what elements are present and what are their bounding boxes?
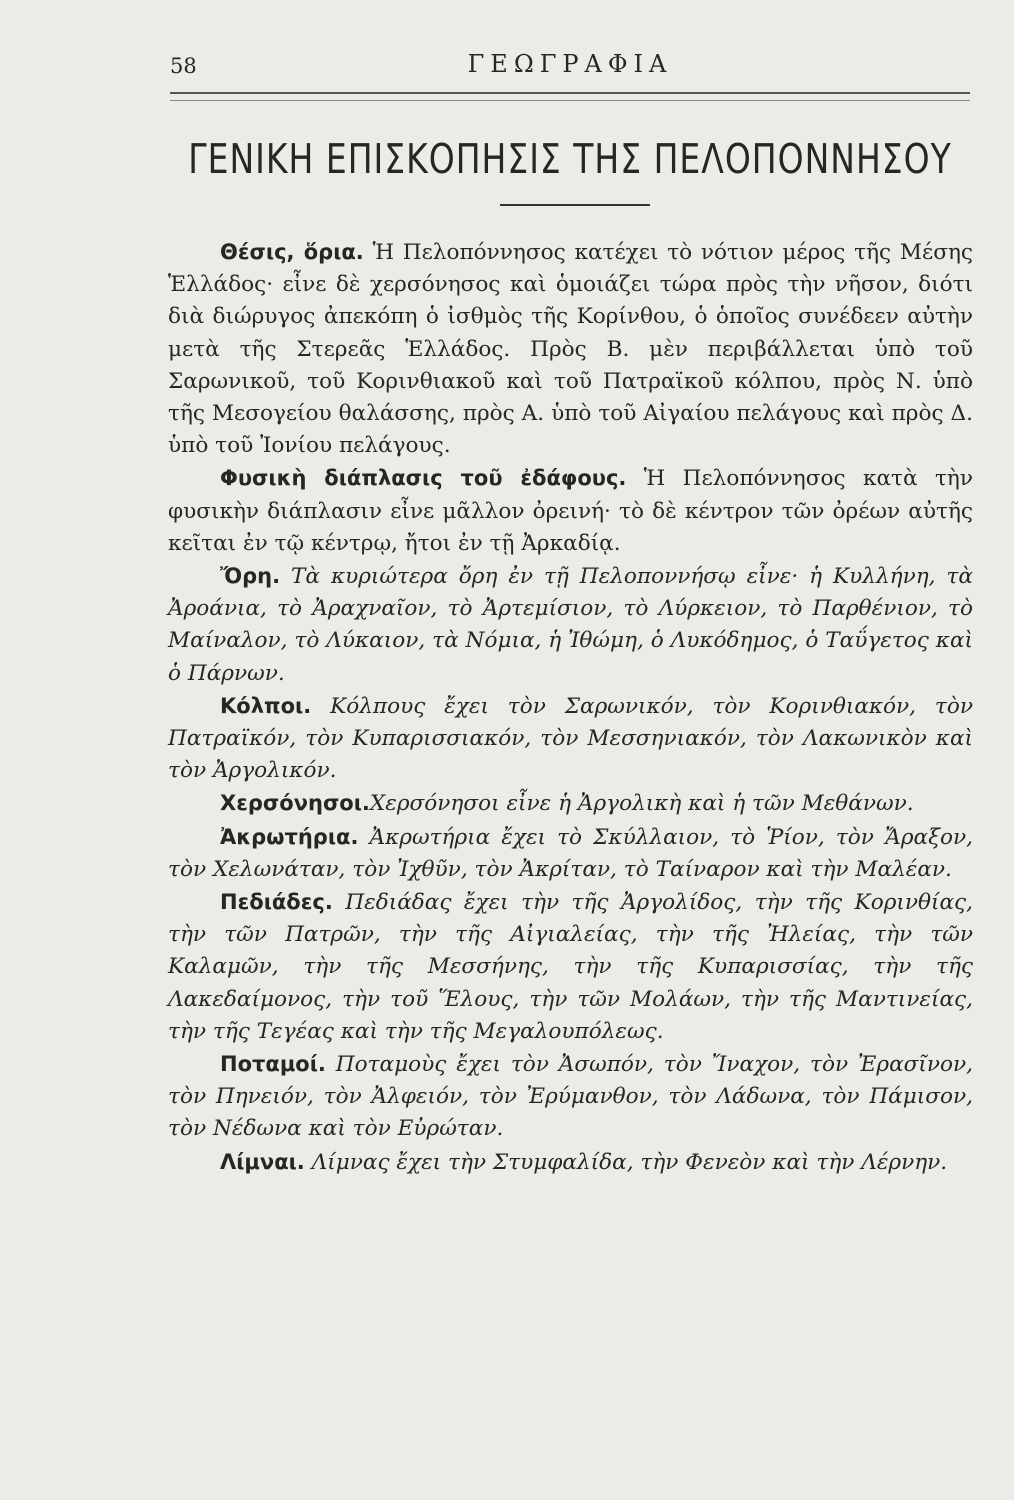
section-heading: Θέσις, ὅρια.: [220, 240, 364, 264]
section-rivers: [168, 1048, 973, 1146]
section-text: Χερσόνησοι εἶνε ἡ Ἀργολικὴ καὶ ἡ τῶν Μεθάνων.: [369, 791, 914, 817]
section-heading: Ἀκρωτήρια.: [220, 824, 359, 849]
section-lakes: [168, 1146, 973, 1179]
section-heading: Λίμναι.: [220, 1149, 305, 1174]
section-text: Κόλπους ἔχει τὸν Σαρωνικόν, τὸν Κορινθιακόν, τὸν Πατραϊκόν, τὸν Κυπαρισσιακόν, τὸν Μεσσηνιακόν, τὸν Λακωνικὸν καὶ τὸν Ἀργολικόν.: [168, 693, 973, 784]
page-header: [170, 48, 970, 88]
page-number: 58: [170, 54, 197, 78]
section-heading: Φυσικὴ διάπλασις τοῦ ἐδάφους.: [220, 466, 627, 491]
section-text: Πεδιάδας ἔχει τὴν τῆς Ἀργολίδος, τὴν τῆς Κορινθίας, τὴν τῶν Πατρῶν, τὴν τῆς Αἰγιαλείας, τὴν τῆς Ἠλείας, τὴν τῶν Καλαμῶν, τὴν τῆς Μεσσήνης, τὴν τῆς Κυπαρισσίας, τὴν τῆς Λακεδαίμονος, τὴν τοῦ Ἕλους, τὴν τῶν Μολάων, τὴν τῆς Μαντινείας, τὴν τῆς Τεγέας καὶ τὴν τῆς Μεγαλουπόλεως.: [168, 890, 973, 1044]
section-heading: Πεδιάδες.: [220, 890, 333, 915]
section-mountains: [168, 560, 973, 690]
chapter-title: ΓΕΝΙΚΗ ΕΠΙΣΚΟΠΗΣΙΣ ΤΗΣ ΠΕΛΟΠΟΝΝΗΣΟΥ: [188, 134, 952, 183]
section-capes: [168, 821, 973, 886]
header-rule: [170, 92, 970, 101]
section-text: Λίμνας ἔχει τὴν Στυμφαλίδα, τὴν Φενεὸν καὶ τὴν Λέρνην.: [311, 1149, 948, 1175]
section-text: Ἀκρωτήρια ἔχει τὸ Σκύλλαιον, τὸ Ῥίον, τὸν Ἄραξον, τὸν Χελωνάταν, τὸν Ἰχθῦν, τὸν Ἀκρίταν, τὸ Ταίναρον καὶ τὴν Μαλέαν.: [168, 824, 973, 882]
section-gulfs: [168, 690, 973, 788]
section-peninsulas: [168, 787, 973, 820]
section-heading: Ποταμοί.: [220, 1052, 326, 1077]
section-text: Τὰ κυριώτερα ὄρη ἐν τῇ Πελοποννήσῳ εἶνε· ἡ Κυλλήνη, τὰ Ἀροάνια, τὸ Ἀραχναῖον, τὸ Ἀρτεμίσιον, τὸ Λύρκειον, τὸ Παρθένιον, τὸ Μαίναλον, τὸ Λύκαιον, τὰ Νόμια, ἡ Ἰθώμη, ὁ Λυκόδημος, ὁ Ταΰγετος καὶ ὁ Πάρνων.: [168, 564, 973, 686]
section-plains: [168, 886, 973, 1048]
section-text: Ἡ Πελοπόννησος κατέχει τὸ νότιον μέρος τῆς Μέσης Ἑλλάδος· εἶνε δὲ χερσόνησος καὶ ὁμοιάζει τώρα πρὸς τὴν νῆσον, διότι διὰ διώρυγος ἀπεκόπη ὁ ἰσθμὸς τῆς Κορίνθου, ὁ ὁποῖος συνέδεεν αὐτὴν μετὰ τῆς Στερεᾶς Ἑλλάδος. Πρὸς Β. μὲν περιβάλλεται ὑπὸ τοῦ Σαρωνικοῦ, τοῦ Κορινθιακοῦ καὶ τοῦ Πατραϊκοῦ κόλπου, πρὸς Ν. ὑπὸ τῆς Μεσογείου θαλάσσης, πρὸς Α. ὑπὸ τοῦ Αἰγαίου πελάγους καὶ πρὸς Δ. ὑπὸ τοῦ Ἰονίου πελάγους.: [168, 240, 973, 459]
section-text: Ἡ Πελοπόννησος κατὰ τὴν φυσικὴν διάπλασιν εἶνε μᾶλλον ὀρεινή· τὸ δὲ κέντρον τῶν ὀρέων αὐτῆς κεῖται ἐν τῷ κέντρῳ, ἤτοι ἐν τῇ Ἀρκαδίᾳ.: [168, 466, 973, 556]
section-heading: Ὄρη.: [220, 564, 281, 589]
title-divider: [500, 204, 650, 206]
section-physical-relief: [168, 462, 973, 560]
section-heading: Χερσόνησοι.: [220, 791, 370, 816]
section-position-borders: [168, 236, 973, 462]
section-text: Ποταμοὺς ἔχει τὸν Ἀσωπόν, τὸν Ἴναχον, τὸν Ἐρασῖνον, τὸν Πηνειόν, τὸν Ἀλφειόν, τὸν Ἐρύμανθον, τὸν Λάδωνα, τὸν Πάμισον, τὸν Νέδωνα καὶ τὸν Εὐρώταν.: [168, 1052, 973, 1142]
running-title: ΓΕΩΓΡΑΦΙΑ: [467, 50, 673, 78]
body-text: [168, 236, 973, 1179]
section-heading: Κόλποι.: [220, 693, 312, 718]
